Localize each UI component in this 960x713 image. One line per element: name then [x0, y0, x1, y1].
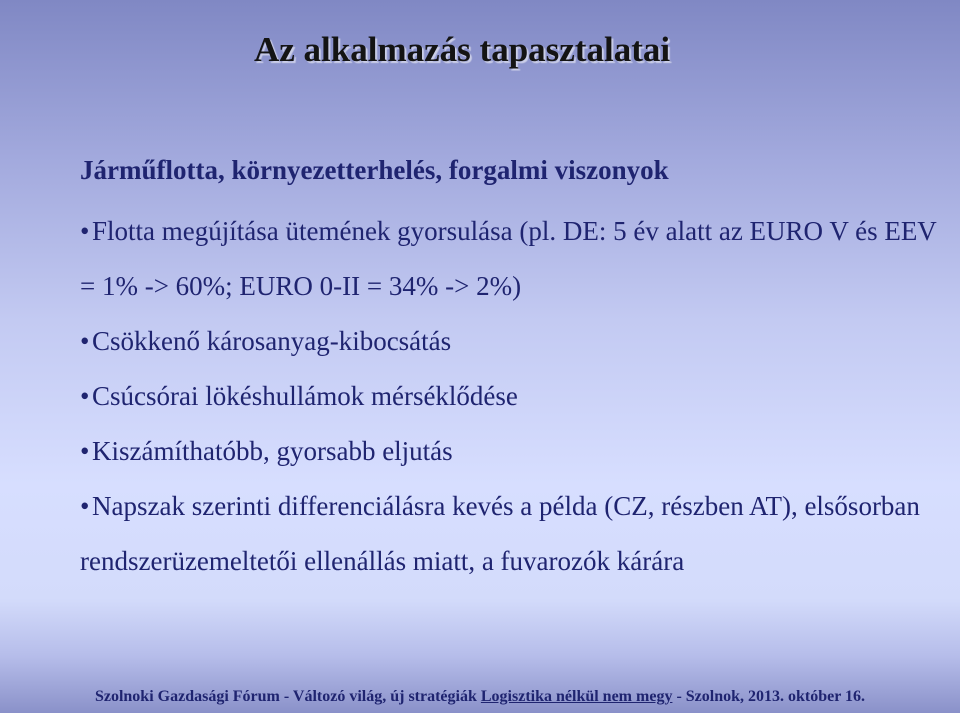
footer-suffix: - Szolnok, 2013. október 16.	[672, 688, 866, 705]
bullet-dot: •	[80, 491, 90, 521]
bullet-text-3: Csúcsórai lökéshullámok mérséklődése	[92, 381, 518, 411]
bullet-text-2: Csökkenő károsanyag-kibocsátás	[92, 326, 452, 356]
bullet-item-1	[80, 204, 940, 314]
footer-link[interactable]: Logisztika nélkül nem megy	[480, 688, 673, 705]
slide-title: Az alkalmazás tapasztalatai	[254, 30, 671, 69]
slide-content	[80, 150, 940, 589]
bullet-dot: •	[80, 436, 90, 466]
bullet-dot: •	[80, 381, 90, 411]
bullet-text-4: Kiszámíthatóbb, gyorsabb eljutás	[92, 436, 453, 466]
bullet-item-2	[80, 314, 940, 369]
bullet-text-5: Napszak szerinti differenciálásra kevés a példa (CZ, részben AT), elsősorban rendszerüzemeltetői ellenállás miatt, a fuvarozók kárára	[80, 491, 920, 576]
bullet-text-1: Flotta megújítása ütemének gyorsulása (pl. DE: 5 év alatt az EURO V és EEV = 1% -> 60%; EURO 0-II = 34% -> 2%)	[80, 216, 937, 301]
bullet-list	[80, 204, 940, 589]
slide-subtitle: Járműflotta, környezetterhelés, forgalmi viszonyok	[80, 155, 669, 185]
footer-prefix: Szolnoki Gazdasági Fórum - Változó világ, új stratégiák	[94, 688, 481, 705]
bullet-dot: •	[80, 326, 90, 356]
bullet-item-3	[80, 369, 940, 424]
footer	[0, 681, 960, 713]
bullet-item-4	[80, 424, 940, 479]
bullet-item-5	[80, 479, 940, 589]
bullet-dot: •	[80, 216, 90, 246]
